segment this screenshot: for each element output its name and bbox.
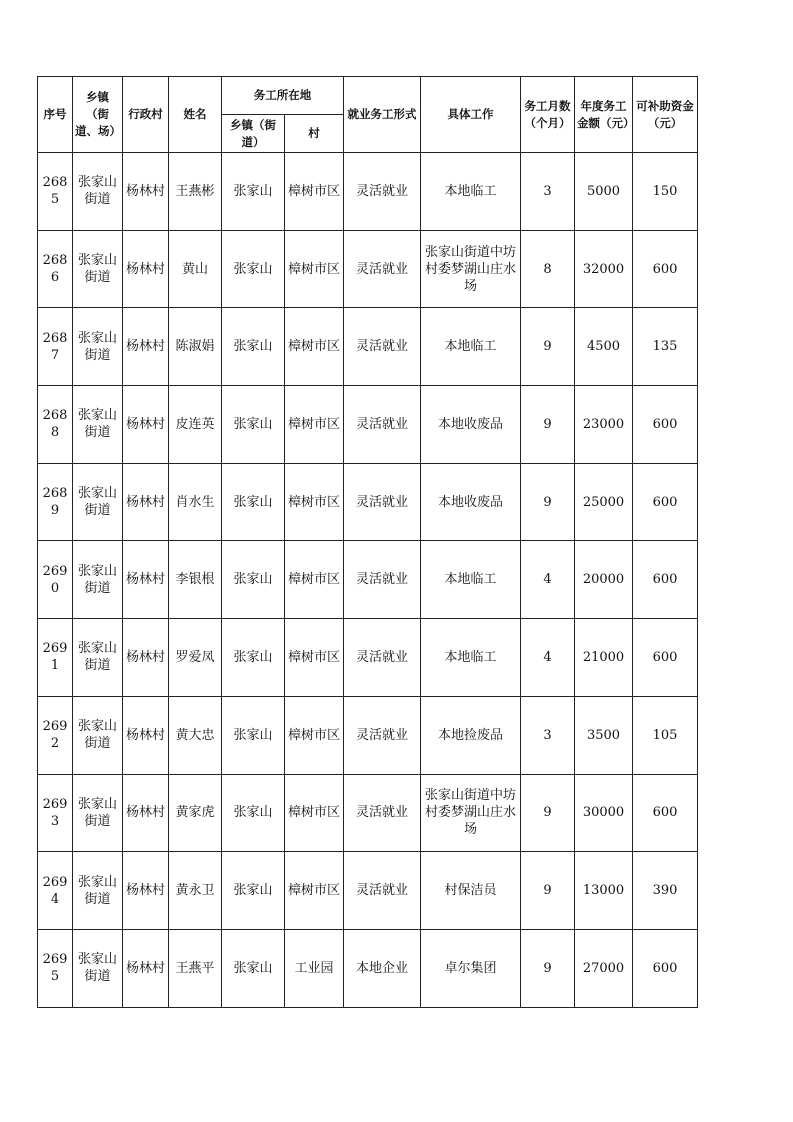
header-work-village: 村 — [285, 115, 344, 153]
cell-months: 8 — [521, 230, 575, 308]
cell-name: 黄大忠 — [169, 696, 222, 774]
cell-village: 杨林村 — [123, 696, 169, 774]
cell-subsidy: 150 — [633, 153, 698, 231]
cell-seq: 2693 — [38, 774, 73, 852]
cell-town: 张家山街道 — [73, 463, 123, 541]
cell-subsidy: 105 — [633, 696, 698, 774]
cell-income: 5000 — [575, 153, 633, 231]
cell-months: 3 — [521, 153, 575, 231]
cell-job: 本地临工 — [421, 541, 521, 619]
cell-village: 杨林村 — [123, 852, 169, 930]
cell-town: 张家山街道 — [73, 153, 123, 231]
table-row — [38, 386, 698, 464]
cell-income: 32000 — [575, 230, 633, 308]
cell-name: 王燕平 — [169, 929, 222, 1007]
cell-subsidy: 600 — [633, 386, 698, 464]
cell-work-village: 樟树市区 — [285, 386, 344, 464]
cell-name: 王燕彬 — [169, 153, 222, 231]
table-row — [38, 619, 698, 697]
cell-village: 杨林村 — [123, 308, 169, 386]
cell-work-town: 张家山 — [222, 929, 285, 1007]
cell-seq: 2688 — [38, 386, 73, 464]
table-row — [38, 153, 698, 231]
cell-town: 张家山街道 — [73, 774, 123, 852]
cell-seq: 2685 — [38, 153, 73, 231]
cell-work-town: 张家山 — [222, 463, 285, 541]
cell-job: 本地临工 — [421, 619, 521, 697]
cell-village: 杨林村 — [123, 541, 169, 619]
subsidy-table — [37, 76, 698, 1008]
cell-village: 杨林村 — [123, 619, 169, 697]
header-income: 年度务工金额（元） — [575, 77, 633, 153]
cell-job: 张家山街道中坊村委梦湖山庄水场 — [421, 230, 521, 308]
cell-work-town: 张家山 — [222, 153, 285, 231]
cell-job: 张家山街道中坊村委梦湖山庄水场 — [421, 774, 521, 852]
header-form: 就业务工形式 — [344, 77, 421, 153]
cell-village: 杨林村 — [123, 463, 169, 541]
cell-job: 本地收废品 — [421, 463, 521, 541]
header-name: 姓名 — [169, 77, 222, 153]
cell-work-town: 张家山 — [222, 696, 285, 774]
cell-town: 张家山街道 — [73, 929, 123, 1007]
header-village: 行政村 — [123, 77, 169, 153]
cell-income: 27000 — [575, 929, 633, 1007]
cell-subsidy: 135 — [633, 308, 698, 386]
cell-seq: 2687 — [38, 308, 73, 386]
cell-name: 肖水生 — [169, 463, 222, 541]
header-work-town: 乡镇（街道） — [222, 115, 285, 153]
cell-village: 杨林村 — [123, 230, 169, 308]
cell-income: 30000 — [575, 774, 633, 852]
cell-work-village: 樟树市区 — [285, 619, 344, 697]
cell-job: 本地临工 — [421, 308, 521, 386]
cell-form: 灵活就业 — [344, 230, 421, 308]
header-months: 务工月数（个月） — [521, 77, 575, 153]
cell-form: 灵活就业 — [344, 696, 421, 774]
cell-town: 张家山街道 — [73, 696, 123, 774]
cell-town: 张家山街道 — [73, 852, 123, 930]
cell-work-village: 工业园 — [285, 929, 344, 1007]
cell-form: 灵活就业 — [344, 386, 421, 464]
cell-village: 杨林村 — [123, 774, 169, 852]
cell-work-town: 张家山 — [222, 619, 285, 697]
cell-income: 3500 — [575, 696, 633, 774]
cell-town: 张家山街道 — [73, 230, 123, 308]
cell-income: 20000 — [575, 541, 633, 619]
cell-town: 张家山街道 — [73, 386, 123, 464]
cell-seq: 2694 — [38, 852, 73, 930]
cell-months: 9 — [521, 386, 575, 464]
table-row — [38, 463, 698, 541]
cell-months: 9 — [521, 463, 575, 541]
cell-subsidy: 600 — [633, 929, 698, 1007]
cell-form: 灵活就业 — [344, 308, 421, 386]
cell-job: 本地捡废品 — [421, 696, 521, 774]
cell-town: 张家山街道 — [73, 619, 123, 697]
cell-seq: 2692 — [38, 696, 73, 774]
cell-seq: 2690 — [38, 541, 73, 619]
cell-work-village: 樟树市区 — [285, 153, 344, 231]
cell-seq: 2695 — [38, 929, 73, 1007]
cell-subsidy: 600 — [633, 463, 698, 541]
table-body — [38, 153, 698, 1008]
cell-job: 村保洁员 — [421, 852, 521, 930]
table-row — [38, 308, 698, 386]
cell-town: 张家山街道 — [73, 308, 123, 386]
cell-work-village: 樟树市区 — [285, 463, 344, 541]
cell-subsidy: 600 — [633, 230, 698, 308]
cell-seq: 2691 — [38, 619, 73, 697]
table-row — [38, 541, 698, 619]
cell-form: 灵活就业 — [344, 774, 421, 852]
cell-months: 4 — [521, 541, 575, 619]
cell-job: 本地临工 — [421, 153, 521, 231]
cell-town: 张家山街道 — [73, 541, 123, 619]
header-subsidy: 可补助资金（元） — [633, 77, 698, 153]
table-header — [38, 77, 698, 153]
cell-work-town: 张家山 — [222, 852, 285, 930]
cell-work-village: 樟树市区 — [285, 541, 344, 619]
cell-subsidy: 600 — [633, 774, 698, 852]
cell-form: 灵活就业 — [344, 852, 421, 930]
cell-work-town: 张家山 — [222, 774, 285, 852]
cell-village: 杨林村 — [123, 386, 169, 464]
cell-name: 罗爱凤 — [169, 619, 222, 697]
cell-village: 杨林村 — [123, 929, 169, 1007]
cell-work-village: 樟树市区 — [285, 696, 344, 774]
cell-form: 本地企业 — [344, 929, 421, 1007]
table-row — [38, 774, 698, 852]
cell-work-town: 张家山 — [222, 308, 285, 386]
cell-name: 黄家虎 — [169, 774, 222, 852]
cell-work-town: 张家山 — [222, 230, 285, 308]
cell-months: 9 — [521, 774, 575, 852]
cell-name: 黄山 — [169, 230, 222, 308]
cell-subsidy: 600 — [633, 619, 698, 697]
header-town: 乡镇（街道、场） — [73, 77, 123, 153]
header-workplace: 务工所在地 — [222, 77, 344, 115]
cell-subsidy: 600 — [633, 541, 698, 619]
header-job: 具体工作 — [421, 77, 521, 153]
cell-work-village: 樟树市区 — [285, 230, 344, 308]
cell-form: 灵活就业 — [344, 619, 421, 697]
cell-months: 9 — [521, 308, 575, 386]
cell-income: 21000 — [575, 619, 633, 697]
cell-seq: 2689 — [38, 463, 73, 541]
cell-months: 9 — [521, 852, 575, 930]
table-row — [38, 230, 698, 308]
table-row — [38, 929, 698, 1007]
header-seq: 序号 — [38, 77, 73, 153]
cell-subsidy: 390 — [633, 852, 698, 930]
cell-seq: 2686 — [38, 230, 73, 308]
cell-income: 4500 — [575, 308, 633, 386]
cell-work-village: 樟树市区 — [285, 852, 344, 930]
table-row — [38, 852, 698, 930]
cell-form: 灵活就业 — [344, 463, 421, 541]
cell-months: 3 — [521, 696, 575, 774]
cell-income: 13000 — [575, 852, 633, 930]
cell-name: 陈淑娟 — [169, 308, 222, 386]
cell-village: 杨林村 — [123, 153, 169, 231]
cell-name: 皮连英 — [169, 386, 222, 464]
table-row — [38, 696, 698, 774]
cell-form: 灵活就业 — [344, 541, 421, 619]
cell-job: 本地收废品 — [421, 386, 521, 464]
cell-work-town: 张家山 — [222, 541, 285, 619]
cell-work-village: 樟树市区 — [285, 308, 344, 386]
cell-income: 25000 — [575, 463, 633, 541]
cell-form: 灵活就业 — [344, 153, 421, 231]
cell-months: 4 — [521, 619, 575, 697]
cell-months: 9 — [521, 929, 575, 1007]
cell-work-town: 张家山 — [222, 386, 285, 464]
cell-name: 黄永卫 — [169, 852, 222, 930]
cell-name: 李银根 — [169, 541, 222, 619]
cell-work-village: 樟树市区 — [285, 774, 344, 852]
cell-job: 卓尔集团 — [421, 929, 521, 1007]
cell-income: 23000 — [575, 386, 633, 464]
